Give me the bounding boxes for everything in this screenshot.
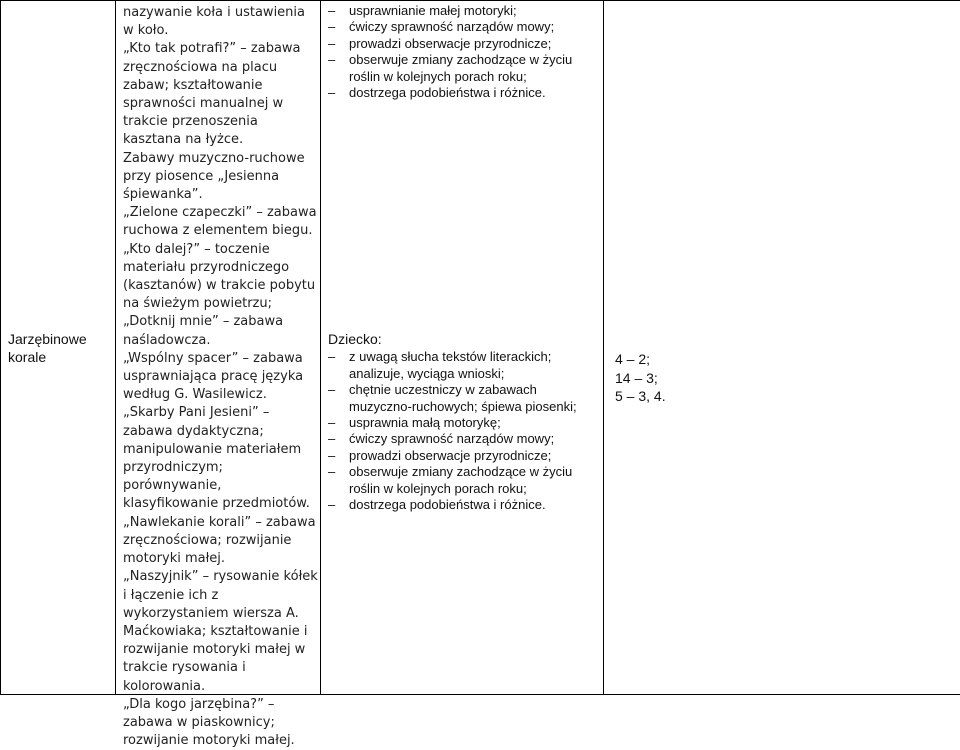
dash-bullet: –: [328, 497, 336, 513]
aim-item: [328, 19, 600, 35]
activity-item: „Dla kogo jarzębina?” – zabawa w piaskownicy; rozwijanie motoryki małej.: [123, 696, 295, 749]
aim-item: [328, 448, 600, 464]
dash-bullet: –: [328, 464, 336, 480]
activity-item: „Kto tak potrafi?” – zabawa zręcznościowa na placu zabaw; kształtowanie sprawności manualnej w trakcie przenoszenia kasztana na łyżce.: [123, 41, 301, 148]
aim-item: [328, 349, 600, 382]
aim-item: [328, 3, 600, 19]
aim-text: prowadzi obserwacje przyrodnicze;: [349, 35, 552, 51]
dash-bullet: –: [328, 447, 336, 463]
activity-item: „Nawlekanie korali” – zabawa zręcznościowa; rozwijanie motoryki małej.: [123, 514, 316, 567]
aim-item: [328, 85, 600, 101]
references-column: [603, 0, 960, 695]
aim-item: [328, 415, 600, 431]
dash-bullet: –: [328, 431, 336, 447]
dash-bullet: –: [328, 3, 336, 18]
reference-item: 5 – 3, 4.: [615, 388, 666, 404]
references-cell: [615, 350, 705, 406]
aim-item: [328, 36, 600, 52]
activity-item: „Kto dalej?” – toczenie materiału przyrodniczego (kasztanów) w trakcie pobytu na świeżym powietrzu;: [123, 241, 316, 312]
aim-text: obserwuje zmiany zachodzące w życiu roślin w kolejnych porach roku;: [349, 464, 573, 496]
dash-bullet: –: [328, 35, 336, 51]
dash-bullet: –: [328, 415, 336, 431]
aim-item: [328, 382, 600, 415]
dash-bullet: –: [328, 382, 336, 398]
activity-item: nazywanie koła i ustawienia w koło.: [123, 5, 305, 39]
dash-bullet: –: [328, 85, 336, 101]
aims-cell: [328, 3, 600, 513]
aims-top-list: [328, 3, 600, 101]
activity-item: Zabawy muzyczno-ruchowe przy piosence „Jesienna śpiewanka”.: [123, 150, 305, 203]
aim-text: obserwuje zmiany zachodzące w życiu roślin w kolejnych porach roku;: [349, 52, 573, 84]
aim-text: usprawnia małą motorykę;: [349, 415, 501, 431]
aim-text: prowadzi obserwacje przyrodnicze;: [349, 447, 552, 463]
topic-title: Jarzębinowe korale: [8, 331, 87, 365]
aim-text: dostrzega podobieństwa i różnice.: [349, 85, 546, 101]
aim-text: ćwiczy sprawność narządów mowy;: [349, 431, 555, 447]
aim-item: [328, 52, 600, 85]
table-top-border: [0, 0, 960, 1]
activity-item: „Wspólny spacer” – zabawa usprawniająca pracę języka według G. Wasilewicz.: [123, 350, 304, 403]
aim-text: dostrzega podobieństwa i różnice.: [349, 497, 546, 513]
dash-bullet: –: [328, 52, 336, 68]
aim-item: [328, 464, 600, 497]
aim-text: z uwagą słucha tekstów literackich; analizuje, wyciąga wnioski;: [349, 349, 552, 381]
aim-text: ćwiczy sprawność narządów mowy;: [349, 19, 555, 35]
aim-text: chętnie uczestniczy w zabawach muzyczno-ruchowych; śpiewa piosenki;: [349, 382, 577, 414]
activities-list: [123, 4, 318, 750]
aim-text: usprawnianie małej motoryki;: [349, 3, 517, 18]
dash-bullet: –: [328, 349, 336, 365]
activity-item: „Skarby Pani Jesieni” – zabawa dydaktyczna; manipulowanie materiałem przyrodniczym; porównywanie, klasyfikowanie przedmiotów.: [123, 405, 310, 512]
activity-item: „Dotknij mnie” – zabawa naśladowcza.: [123, 314, 284, 348]
activity-item: „Naszyjnik” – rysowanie kółek i łączenie ich z wykorzystaniem wiersza A. Maćkowiaka; kształtowanie i rozwijanie motoryki małej w trakcie rysowania i kolorowania.: [123, 569, 318, 694]
aims-heading: Dziecko:: [328, 331, 382, 347]
aim-item: [328, 497, 600, 513]
activity-item: „Zielone czapeczki” – zabawa ruchowa z elementem biegu.: [123, 205, 317, 239]
aim-item: [328, 431, 600, 447]
aims-bottom-list: [328, 331, 600, 513]
reference-item: 4 – 2;: [615, 351, 651, 367]
reference-item: 14 – 3;: [615, 369, 658, 386]
dash-bullet: –: [328, 19, 336, 35]
